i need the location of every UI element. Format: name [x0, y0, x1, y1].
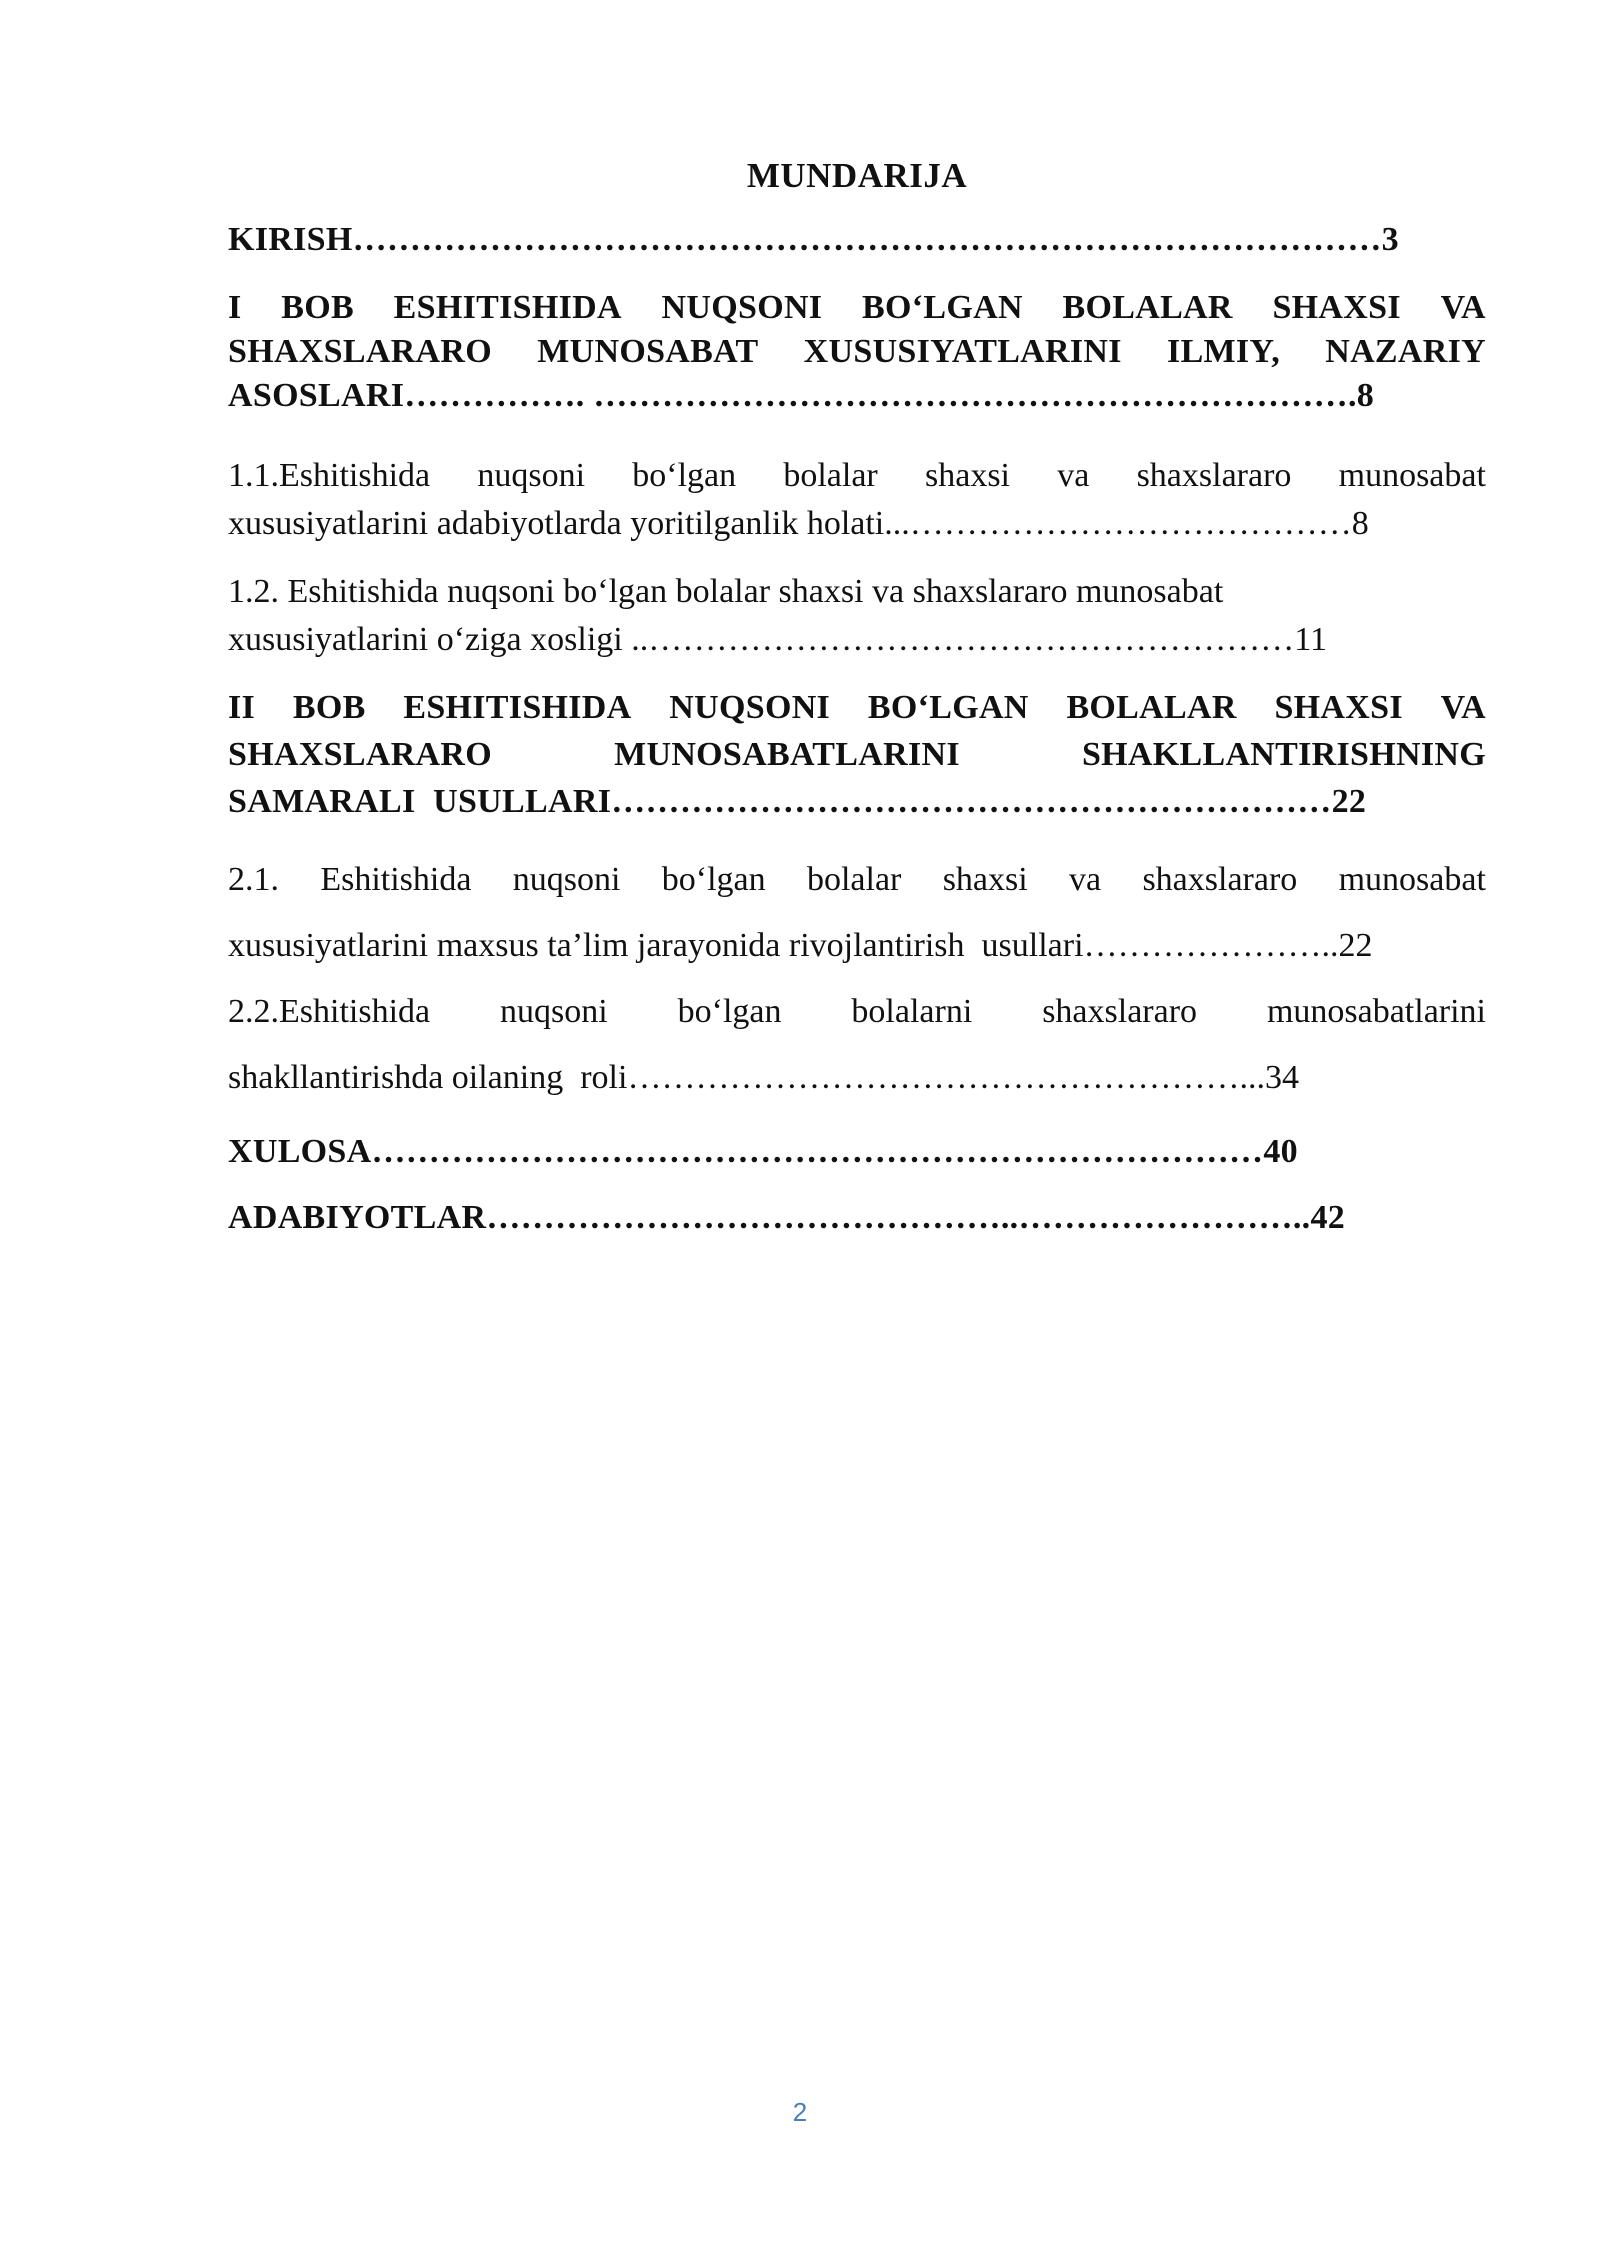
toc-entry-line — [228, 452, 1486, 500]
word: munosabatlarini — [1266, 993, 1486, 1030]
toc-entry-title: KIRISH — [228, 221, 353, 258]
word: MUNOSABAT — [537, 333, 759, 370]
word: BOB — [281, 289, 354, 326]
toc-entry-line — [228, 1045, 1486, 1111]
toc-title: MUNDARIJA — [746, 156, 968, 195]
toc-entry-line — [228, 374, 1486, 418]
toc-entry-line — [228, 979, 1486, 1045]
table-of-contents — [228, 150, 1486, 1243]
word: BOLALAR — [1062, 289, 1233, 326]
toc-entry-line — [228, 216, 1486, 264]
toc-entry-line — [228, 616, 1486, 664]
toc-entry-adabiyotlar[interactable] — [228, 1193, 1486, 1243]
toc-page-number: 22 — [1338, 927, 1373, 964]
toc-entry-kirish[interactable] — [228, 216, 1486, 264]
word: shaxsi — [942, 861, 1028, 898]
word: BO‘LGAN — [862, 289, 1023, 326]
word: shaxsi — [925, 457, 1010, 494]
word: SHAXSLARARO — [228, 736, 493, 773]
toc-entry-section-2-2[interactable] — [228, 979, 1486, 1111]
word: I — [228, 289, 242, 326]
toc-page-number: 3 — [1381, 221, 1399, 258]
toc-entry-line — [228, 500, 1486, 548]
word: ESHITISHIDA — [403, 689, 632, 726]
toc-entry-line: 1.2. Eshitishida nuqsoni bo‘lgan bolalar shaxsi va shaxslararo munosabat — [228, 573, 1224, 610]
word: SHAXSI — [1274, 689, 1403, 726]
word: va — [1069, 861, 1102, 898]
page-number: 2 — [792, 2097, 808, 2127]
word: ESHITISHIDA — [393, 289, 622, 326]
word: nuqsoni — [512, 861, 621, 898]
toc-entry-section-2-1[interactable] — [228, 847, 1486, 979]
toc-page-number: 42 — [1310, 1199, 1346, 1236]
word: va — [1057, 457, 1090, 494]
toc-entry-title: xususiyatlarini adabiyotlarda yoritilganlik holati.. — [228, 505, 902, 542]
word: bolalar — [783, 457, 878, 494]
word: SHAXSI — [1272, 289, 1401, 326]
word: NAZARIY — [1325, 333, 1486, 370]
toc-entry-title: ADABIYOTLAR — [228, 1199, 487, 1236]
toc-entry-title: ASOSLARI — [228, 377, 405, 414]
word: BOB — [292, 689, 366, 726]
word: NUQSONI — [661, 289, 823, 326]
toc-leader-dots: .………………………………… — [901, 505, 1352, 542]
word: VA — [1440, 689, 1486, 726]
word: MUNOSABATLARINI — [614, 736, 960, 773]
word: 2.1. — [228, 861, 279, 898]
word: shaxslararo — [1042, 993, 1198, 1030]
word: munosabat — [1338, 861, 1486, 898]
word: SHAKLLANTIRISHNING — [1081, 736, 1486, 773]
toc-entry-line — [228, 913, 1486, 979]
word: shaxslararo — [1142, 861, 1298, 898]
word: NUQSONI — [669, 689, 831, 726]
toc-page-number: 8 — [1356, 377, 1375, 414]
toc-entry-section-1-2[interactable] — [228, 568, 1486, 664]
word: munosabat — [1338, 457, 1486, 494]
toc-entry-line — [228, 1193, 1486, 1243]
toc-entry-chapter-1[interactable] — [228, 286, 1486, 418]
word: nuqsoni — [500, 993, 608, 1030]
toc-entry-title: shakllantirishda oilaning roli — [228, 1059, 628, 1096]
toc-entry-line — [228, 286, 1486, 330]
word: bolalar — [806, 861, 902, 898]
word: Eshitishida — [320, 861, 472, 898]
word: nuqsoni — [477, 457, 586, 494]
word: BOLALAR — [1066, 689, 1237, 726]
toc-leader-dots: ……………. …………………………………………………………. — [404, 377, 1357, 414]
word: 2.2.Eshitishida — [228, 993, 431, 1030]
word: SHAXSLARARO — [228, 333, 493, 370]
toc-entry-title: XULOSA — [228, 1133, 372, 1170]
toc-leader-dots: ..………………………………………………… — [631, 621, 1295, 658]
toc-entry-line — [228, 684, 1486, 731]
toc-entry-chapter-2[interactable] — [228, 684, 1486, 825]
toc-entry-title: xususiyatlarini o‘ziga xosligi — [228, 621, 632, 658]
word: 1.1.Eshitishida — [228, 457, 431, 494]
word: bo‘lgan — [661, 861, 766, 898]
toc-leader-dots: ……………………………………………………… — [611, 783, 1332, 820]
toc-entry-title: SAMARALI USULLARI — [228, 783, 612, 820]
word: ILMIY, — [1167, 333, 1280, 370]
toc-entry-line — [228, 847, 1486, 913]
word: II — [228, 689, 256, 726]
toc-entry-line — [228, 731, 1486, 778]
word: BO‘LGAN — [867, 689, 1029, 726]
word: bo‘lgan — [632, 457, 737, 494]
toc-entry-section-1-1[interactable] — [228, 452, 1486, 548]
toc-leader-dots: …………………………………………………………………… — [371, 1133, 1264, 1170]
toc-entry-line — [228, 1127, 1486, 1177]
toc-page-number: 8 — [1351, 505, 1369, 542]
toc-leader-dots: ………………………………………………... — [627, 1059, 1265, 1096]
toc-page-number: 40 — [1263, 1133, 1298, 1170]
toc-entry-xulosa[interactable] — [228, 1127, 1486, 1177]
toc-page-number: 11 — [1294, 621, 1327, 658]
word: VA — [1440, 289, 1486, 326]
toc-page-number: 34 — [1264, 1059, 1299, 1096]
word: XUSUSIYATLARINI — [803, 333, 1122, 370]
toc-page-number: 22 — [1331, 783, 1367, 820]
word: bo‘lgan — [677, 993, 782, 1030]
toc-leader-dots: ………………………………………..…………………….. — [486, 1199, 1311, 1236]
toc-leader-dots: ………………….. — [1083, 927, 1339, 964]
toc-leader-dots: ……………………………………………………………………………… — [352, 221, 1382, 258]
toc-entry-title: xususiyatlarini maxsus ta’lim jarayonida rivojlantirish usullari — [228, 927, 1084, 964]
word: bolalarni — [851, 993, 973, 1030]
toc-entry-line — [228, 778, 1486, 825]
word: shaxslararo — [1136, 457, 1292, 494]
toc-entry-line — [228, 330, 1486, 374]
